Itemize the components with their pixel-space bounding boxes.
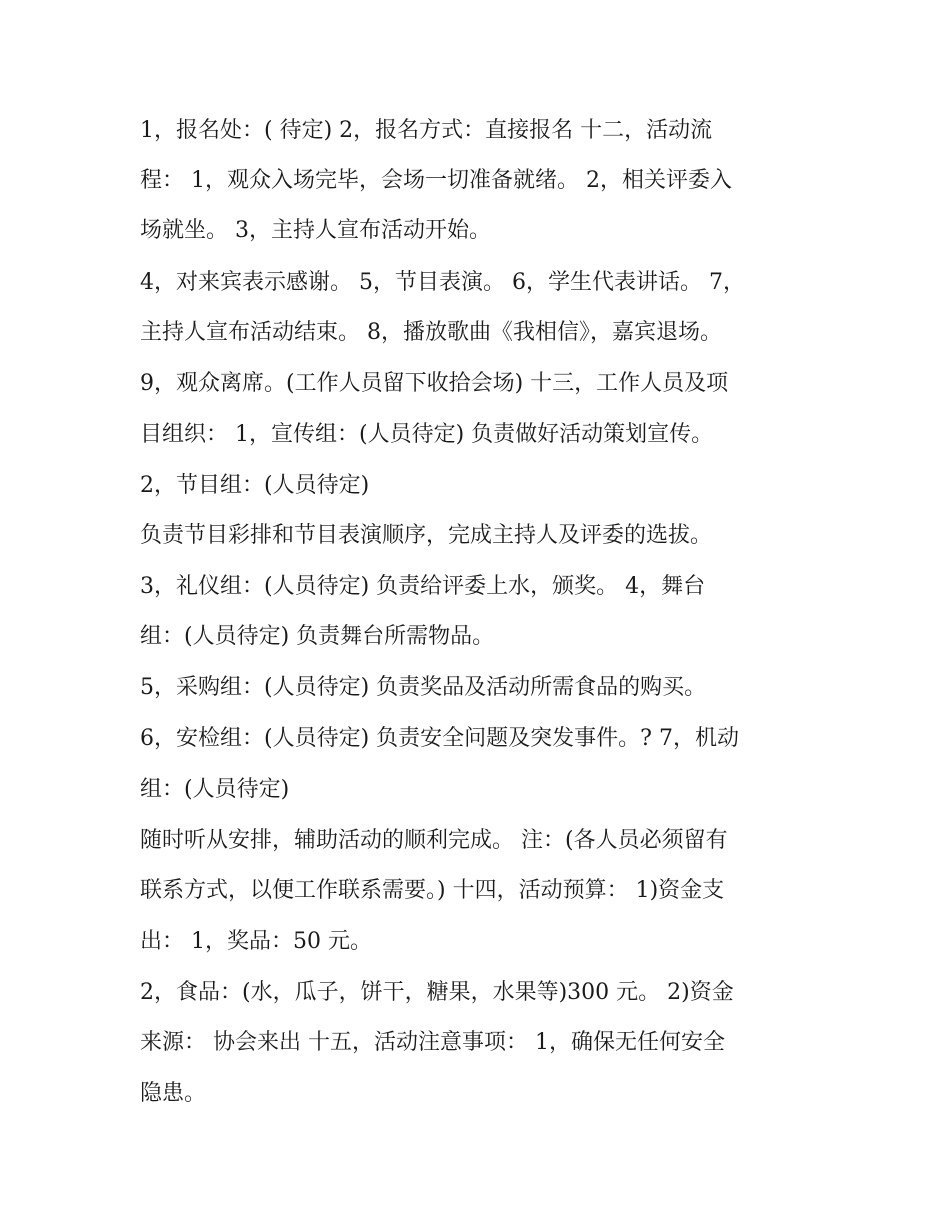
text-line-5: 主持人宣布活动结束。 8，播放歌曲《我相信》，嘉宾退场。: [140, 320, 722, 345]
text-line-8: 2，节目组：(人员待定): [140, 473, 370, 498]
text-line-11: 组：(人员待定) 负责舞台所需物品。: [140, 624, 495, 649]
text-line-20: 隐患。: [140, 1081, 207, 1106]
text-line-6: 9，观众离席。(工作人员留下收拾会场) 十三，工作人员及项: [140, 371, 729, 396]
text-line-9: 负责节目彩排和节目表演顺序，完成主持人及评委的选拔。: [140, 523, 713, 548]
text-line-16: 联系方式，以便工作联系需要。) 十四，活动预算： 1)资金支: [140, 878, 725, 903]
text-line-18: 2，食品：(水，瓜子，饼干，糖果，水果等)300 元。 2)资金: [140, 980, 734, 1005]
text-line-1: 1，报名处：( 待定) 2，报名方式：直接报名 十二，活动流: [140, 118, 713, 143]
text-line-15: 随时听从安排，辅助活动的顺利完成。 注：(各人员必须留有: [140, 828, 728, 853]
text-line-14: 组：(人员待定): [140, 777, 290, 802]
text-line-17: 出： 1，奖品：50 元。: [140, 929, 372, 954]
text-line-3: 场就坐。 3，主持人宣布活动开始。: [140, 218, 491, 243]
text-line-4: 4，对来宾表示感谢。 5，节目表演。 6，学生代表讲话。 7，: [140, 270, 745, 295]
text-line-19: 来源： 协会来出 十五，活动注意事项： 1，确保无任何安全: [140, 1030, 725, 1055]
text-line-2: 程： 1，观众入场完毕，会场一切准备就绪。 2，相关评委入: [140, 168, 732, 193]
text-line-10: 3，礼仪组：(人员待定) 负责给评委上水，颁奖。 4，舞台: [140, 574, 706, 599]
text-line-7: 目组织： 1，宣传组：(人员待定) 负责做好活动策划宣传。: [140, 422, 714, 447]
text-line-13: 6，安检组：(人员待定) 负责安全问题及突发事件。? 7，机动: [140, 726, 739, 751]
text-line-12: 5，采购组：(人员待定) 负责奖品及活动所需食品的购买。: [140, 675, 707, 700]
